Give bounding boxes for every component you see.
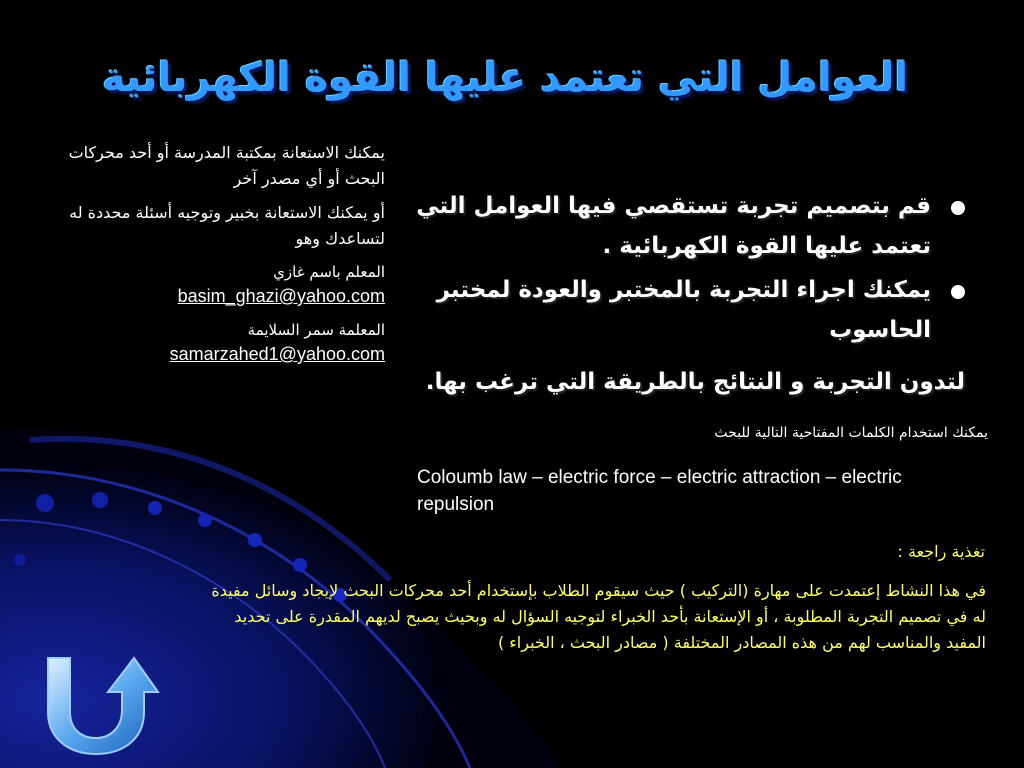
feedback-body: في هذا النشاط إعتمدت على مهارة (التركيب ) حيث سيقوم الطلاب بإستخدام أحد محركات البحث لإيجاد وسائل مفيدة له في تصميم التجربة المطلوبة ، أو الإستعانة بأحد الخبراء لتوجيه السؤال له وبحيث يصبح لديهم المقدرة على تحديد المفيد والمناسب لهم من هذه المصادر المختلفة ( مصادر البحث ، الخبراء ) bbox=[211, 581, 986, 652]
instruction-item bbox=[405, 186, 965, 266]
teacher-email-link-1[interactable]: basim_ghazi@yahoo.com bbox=[177, 286, 385, 306]
slide-title: العوامل التي تعتمد عليها القوة الكهربائية bbox=[101, 55, 909, 101]
wave-dot bbox=[248, 533, 262, 547]
wave-dot bbox=[198, 513, 212, 527]
wave-dot bbox=[36, 494, 54, 512]
result-instruction: لتدون التجربة و النتائج بالطريقة التي ترغب بها. bbox=[425, 369, 965, 395]
keywords-text: Coloumb law – electric force – electric attraction – electric repulsion bbox=[417, 467, 902, 515]
wave-dot bbox=[148, 501, 162, 515]
instruction-text: قم بتصميم تجربة تستقصي فيها العوامل التي تعتمد عليها القوة الكهربائية . bbox=[416, 193, 931, 259]
teacher-name-1: المعلم باسم غازي bbox=[273, 263, 385, 281]
resources-text-expert: أو يمكنك الاستعانة بخبير وتوجيه أسئلة محددة له لتساعدك وهو bbox=[69, 203, 385, 248]
teacher-name-2: المعلمة سمر السلايمة bbox=[247, 321, 385, 339]
bullet-icon bbox=[951, 201, 965, 215]
instruction-text: يمكنك اجراء التجربة بالمختبر والعودة لمختبر الحاسوب bbox=[436, 277, 931, 343]
wave-dot bbox=[92, 492, 108, 508]
return-arrow-icon[interactable] bbox=[40, 652, 160, 756]
bullet-icon bbox=[951, 285, 965, 299]
feedback-title: تغذية راجعة : bbox=[897, 542, 985, 561]
instruction-item bbox=[405, 270, 965, 350]
wave-dot bbox=[14, 554, 26, 566]
teacher-email-link-2[interactable]: samarzahed1@yahoo.com bbox=[169, 344, 385, 364]
keywords-label: يمكنك استخدام الكلمات المفتاحية التالية للبحث bbox=[714, 425, 988, 441]
instructions-list bbox=[405, 186, 965, 354]
wave-dot bbox=[293, 558, 307, 572]
resources-panel bbox=[60, 140, 385, 376]
resources-text-library: يمكنك الاستعانة بمكتبة المدرسة أو أحد محركات البحث أو أي مصدر آخر bbox=[68, 143, 385, 188]
